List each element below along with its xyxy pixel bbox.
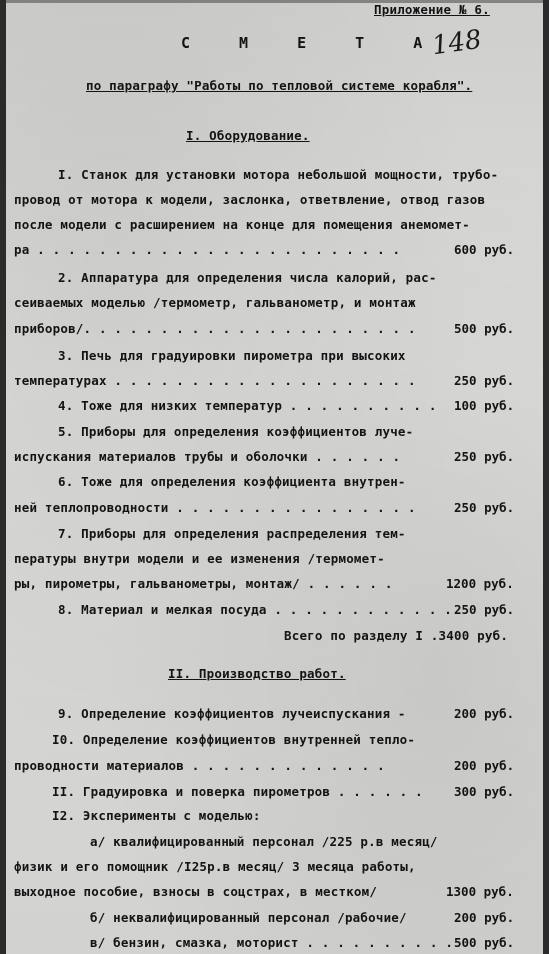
item-amount: 200 руб.: [454, 910, 515, 925]
item-line: 3. Печь для градуировки пирометра при высоких: [58, 348, 406, 363]
item-line: 5. Приборы для определения коэффициентов луче-: [58, 424, 414, 439]
section-heading-works: II. Производство работ.: [168, 666, 346, 681]
item-line: 7. Приборы для определения распределения тем-: [58, 526, 406, 541]
item-line: ры, пирометры, гальванометры, монтаж/ . . . . . .: [14, 576, 393, 591]
item-line: 6. Тоже для определения коэффициента внутрен-: [58, 474, 406, 489]
item-line: приборов/. . . . . . . . . . . . . . . . . . . . . .: [14, 321, 416, 336]
item-line: физик и его помощник /I25р.в месяц/ 3 месяца работы,: [14, 859, 416, 874]
item-amount: 300 руб.: [454, 784, 515, 799]
item-line: после модели с расширением на конце для помещения анемомет-: [14, 217, 470, 232]
item-line: температурах . . . . . . . . . . . . . . . . . . . .: [14, 373, 416, 388]
item-amount: 600 руб.: [454, 242, 515, 257]
item-line: I2. Эксперименты с моделью:: [52, 808, 261, 823]
item-amount: 1200 руб.: [446, 576, 514, 591]
item-line: в/ бензин, смазка, моторист . . . . . . . . . .: [90, 935, 454, 950]
appendix-label: Приложение № 6.: [374, 2, 490, 17]
item-line: 8. Материал и мелкая посуда . . . . . . . . . . . .: [58, 602, 453, 617]
item-line: 4. Тоже для низких температур . . . . . . . . . .: [58, 398, 437, 413]
item-line: выходное пособие, взносы в соцстрах, в местком/: [14, 884, 378, 899]
item-line: 9. Определение коэффициентов лучеиспускания -: [58, 706, 406, 721]
item-line: провод от мотора к модели, заслонка, ответвление, отвод газов: [14, 192, 486, 207]
item-line: ра . . . . . . . . . . . . . . . . . . . . . . . .: [14, 242, 401, 257]
item-amount: 500 руб.: [454, 935, 515, 950]
item-amount: 100 руб.: [454, 398, 515, 413]
item-line: 2. Аппаратура для определения числа калорий, рас-: [58, 270, 437, 285]
item-amount: 250 руб.: [454, 500, 515, 515]
handwritten-page-number: 148: [430, 24, 484, 62]
item-line: ней теплопроводности . . . . . . . . . . . . . . . .: [14, 500, 416, 515]
item-line: проводности материалов . . . . . . . . . . . . .: [14, 758, 385, 773]
item-line: I0. Определение коэффициентов внутренней тепло-: [52, 732, 416, 747]
item-amount: 200 руб.: [454, 706, 515, 721]
section-total: Всего по разделу I .3400 руб.: [284, 628, 509, 643]
item-line: испускания материалов трубы и оболочки . . . . . .: [14, 449, 401, 464]
document-title: С М Е Т А: [181, 34, 443, 52]
item-amount: 250 руб.: [454, 449, 515, 464]
item-line: II. Градуировка и поверка пирометров . . . . . .: [52, 784, 423, 799]
item-line: I. Станок для установки мотора небольшой мощности, трубо-: [58, 167, 499, 182]
item-amount: 250 руб.: [454, 602, 515, 617]
document-subtitle: по параграфу "Работы по тепловой системе корабля".: [86, 78, 473, 93]
item-amount: 200 руб.: [454, 758, 515, 773]
item-line: а/ квалифицированный персонал /225 р.в месяц/: [90, 834, 438, 849]
item-line: сеиваемых моделью /термометр, гальванометр, и монтаж: [14, 295, 416, 310]
item-line: б/ неквалифицированный персонал /рабочие/: [90, 910, 407, 925]
item-amount: 1300 руб.: [446, 884, 514, 899]
document-page: [6, 0, 543, 954]
item-amount: 500 руб.: [454, 321, 515, 336]
section-heading-equipment: I. Оборудование.: [186, 128, 310, 143]
item-line: пературы внутри модели и ее изменения /термомет-: [14, 551, 385, 566]
item-amount: 250 руб.: [454, 373, 515, 388]
